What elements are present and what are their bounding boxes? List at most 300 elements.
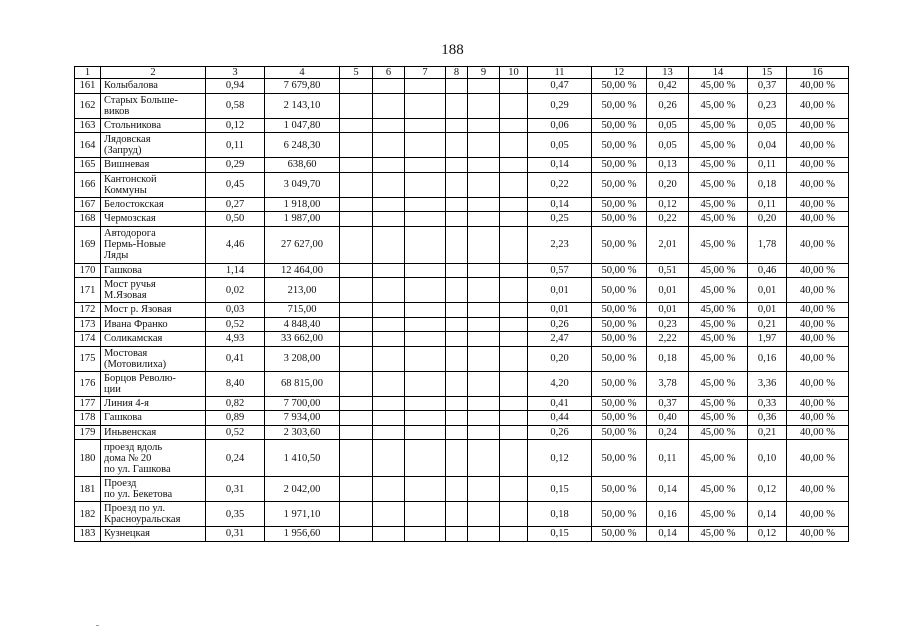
col3-cell: 1,14 bbox=[206, 263, 265, 278]
col4-cell: 1 410,50 bbox=[265, 440, 340, 477]
col3-cell: 0,52 bbox=[206, 317, 265, 332]
empty-cell-col10 bbox=[500, 440, 528, 477]
table-row bbox=[75, 425, 849, 440]
col15-cell: 3,36 bbox=[748, 371, 787, 396]
street-name-cell bbox=[101, 278, 206, 303]
col4-cell: 4 848,40 bbox=[265, 317, 340, 332]
header-cell: 11 bbox=[528, 67, 592, 79]
table-row bbox=[75, 371, 849, 396]
col3-cell: 0,82 bbox=[206, 396, 265, 411]
data-table bbox=[74, 66, 849, 542]
table-row bbox=[75, 278, 849, 303]
empty-cell-col6 bbox=[373, 477, 405, 502]
table-row bbox=[75, 172, 849, 197]
empty-cell-col5 bbox=[340, 396, 373, 411]
street-name-cell bbox=[101, 332, 206, 347]
col13-cell: 0,24 bbox=[647, 425, 689, 440]
empty-cell-col6 bbox=[373, 371, 405, 396]
col11-cell: 0,47 bbox=[528, 79, 592, 94]
street-name-cell bbox=[101, 371, 206, 396]
col11-cell: 0,25 bbox=[528, 212, 592, 227]
table-row bbox=[75, 133, 849, 158]
header-cell: 5 bbox=[340, 67, 373, 79]
col11-cell: 0,20 bbox=[528, 346, 592, 371]
street-name-cell bbox=[101, 212, 206, 227]
col12-cell: 50,00 % bbox=[592, 332, 647, 347]
col14-cell: 45,00 % bbox=[689, 317, 748, 332]
street-name-cell bbox=[101, 263, 206, 278]
empty-cell-col7 bbox=[405, 212, 446, 227]
empty-cell-col7 bbox=[405, 172, 446, 197]
street-name-line: (Запруд) bbox=[104, 145, 142, 156]
col15-cell: 1,97 bbox=[748, 332, 787, 347]
row-number-cell: 172 bbox=[75, 303, 101, 318]
col16-cell: 40,00 % bbox=[787, 303, 849, 318]
table-row bbox=[75, 527, 849, 542]
empty-cell-col10 bbox=[500, 371, 528, 396]
col16-cell: 40,00 % bbox=[787, 172, 849, 197]
col16-cell: 40,00 % bbox=[787, 133, 849, 158]
street-name-cell bbox=[101, 440, 206, 477]
table-row bbox=[75, 226, 849, 263]
col12-cell: 50,00 % bbox=[592, 371, 647, 396]
col4-cell: 715,00 bbox=[265, 303, 340, 318]
col14-cell: 45,00 % bbox=[689, 425, 748, 440]
header-cell: 6 bbox=[373, 67, 405, 79]
table-row bbox=[75, 317, 849, 332]
empty-cell-col6 bbox=[373, 527, 405, 542]
col14-cell: 45,00 % bbox=[689, 527, 748, 542]
col13-cell: 0,23 bbox=[647, 317, 689, 332]
street-name-line: проезд вдоль bbox=[104, 441, 163, 453]
row-number-cell: 169 bbox=[75, 226, 101, 263]
street-name-cell bbox=[101, 346, 206, 371]
empty-cell-col9 bbox=[468, 396, 500, 411]
street-name-cell bbox=[101, 317, 206, 332]
street-name-cell bbox=[101, 226, 206, 263]
empty-cell-col6 bbox=[373, 197, 405, 212]
col14-cell: 45,00 % bbox=[689, 278, 748, 303]
col12-cell: 50,00 % bbox=[592, 502, 647, 527]
street-name-cell bbox=[101, 425, 206, 440]
empty-cell-col7 bbox=[405, 197, 446, 212]
empty-cell-col7 bbox=[405, 278, 446, 303]
col14-cell: 45,00 % bbox=[689, 440, 748, 477]
col12-cell: 50,00 % bbox=[592, 346, 647, 371]
empty-cell-col8 bbox=[446, 371, 468, 396]
table-row bbox=[75, 477, 849, 502]
col14-cell: 45,00 % bbox=[689, 118, 748, 133]
street-name-line: Мост р. Язовая bbox=[104, 304, 172, 316]
row-number-cell: 183 bbox=[75, 527, 101, 542]
header-cell: 7 bbox=[405, 67, 446, 79]
street-name-line: Лядовская bbox=[104, 134, 151, 145]
empty-cell-col8 bbox=[446, 79, 468, 94]
table-row bbox=[75, 502, 849, 527]
row-number-cell: 181 bbox=[75, 477, 101, 502]
empty-cell-col8 bbox=[446, 197, 468, 212]
row-number-cell: 178 bbox=[75, 411, 101, 426]
street-name-line: Старых Больше- bbox=[104, 94, 178, 106]
empty-cell-col7 bbox=[405, 477, 446, 502]
col3-cell: 0,45 bbox=[206, 172, 265, 197]
street-name-line: Ивана Франко bbox=[104, 318, 168, 330]
street-name-line: М.Язовая bbox=[104, 290, 147, 301]
empty-cell-col9 bbox=[468, 226, 500, 263]
empty-cell-col5 bbox=[340, 226, 373, 263]
empty-cell-col6 bbox=[373, 118, 405, 133]
col4-cell: 27 627,00 bbox=[265, 226, 340, 263]
col16-cell: 40,00 % bbox=[787, 346, 849, 371]
empty-cell-col9 bbox=[468, 317, 500, 332]
col13-cell: 0,14 bbox=[647, 527, 689, 542]
empty-cell-col6 bbox=[373, 317, 405, 332]
row-number-cell: 171 bbox=[75, 278, 101, 303]
col3-cell: 0,35 bbox=[206, 502, 265, 527]
empty-cell-col9 bbox=[468, 332, 500, 347]
empty-cell-col8 bbox=[446, 411, 468, 426]
col3-cell: 0,11 bbox=[206, 133, 265, 158]
col3-cell: 0,50 bbox=[206, 212, 265, 227]
empty-cell-col10 bbox=[500, 79, 528, 94]
col11-cell: 0,01 bbox=[528, 303, 592, 318]
empty-cell-col8 bbox=[446, 396, 468, 411]
empty-cell-col8 bbox=[446, 477, 468, 502]
col11-cell: 0,05 bbox=[528, 133, 592, 158]
col3-cell: 4,93 bbox=[206, 332, 265, 347]
col15-cell: 0,11 bbox=[748, 197, 787, 212]
col4-cell: 1 971,10 bbox=[265, 502, 340, 527]
empty-cell-col6 bbox=[373, 332, 405, 347]
col13-cell: 0,16 bbox=[647, 502, 689, 527]
table-row bbox=[75, 303, 849, 318]
col13-cell: 0,42 bbox=[647, 79, 689, 94]
col13-cell: 0,05 bbox=[647, 118, 689, 133]
street-name-line: ции bbox=[104, 383, 121, 395]
table-row bbox=[75, 79, 849, 94]
col3-cell: 0,41 bbox=[206, 346, 265, 371]
col11-cell: 2,47 bbox=[528, 332, 592, 347]
empty-cell-col6 bbox=[373, 396, 405, 411]
col16-cell: 40,00 % bbox=[787, 79, 849, 94]
col14-cell: 45,00 % bbox=[689, 79, 748, 94]
col16-cell: 40,00 % bbox=[787, 477, 849, 502]
col4-cell: 213,00 bbox=[265, 278, 340, 303]
col3-cell: 0,94 bbox=[206, 79, 265, 94]
street-name-line: Борцов Револю- bbox=[104, 372, 176, 384]
col11-cell: 0,14 bbox=[528, 197, 592, 212]
col14-cell: 45,00 % bbox=[689, 346, 748, 371]
street-name-line: Колыбалова bbox=[104, 80, 158, 92]
col4-cell: 3 049,70 bbox=[265, 172, 340, 197]
col13-cell: 2,01 bbox=[647, 226, 689, 263]
col12-cell: 50,00 % bbox=[592, 118, 647, 133]
col4-cell: 1 047,80 bbox=[265, 118, 340, 133]
col15-cell: 0,10 bbox=[748, 440, 787, 477]
col13-cell: 3,78 bbox=[647, 371, 689, 396]
empty-cell-col7 bbox=[405, 411, 446, 426]
street-name-cell bbox=[101, 172, 206, 197]
empty-cell-col9 bbox=[468, 346, 500, 371]
row-number-cell: 173 bbox=[75, 317, 101, 332]
street-name-line: Ляды bbox=[104, 250, 129, 261]
street-name-line: Гашкова bbox=[104, 412, 142, 424]
col11-cell: 0,41 bbox=[528, 396, 592, 411]
empty-cell-col9 bbox=[468, 303, 500, 318]
empty-cell-col10 bbox=[500, 133, 528, 158]
col13-cell: 2,22 bbox=[647, 332, 689, 347]
street-name-cell bbox=[101, 93, 206, 118]
row-number-cell: 166 bbox=[75, 172, 101, 197]
row-number-cell: 161 bbox=[75, 79, 101, 94]
empty-cell-col10 bbox=[500, 93, 528, 118]
col11-cell: 0,15 bbox=[528, 477, 592, 502]
empty-cell-col6 bbox=[373, 411, 405, 426]
col4-cell: 1 987,00 bbox=[265, 212, 340, 227]
col11-cell: 0,15 bbox=[528, 527, 592, 542]
col3-cell: 0,27 bbox=[206, 197, 265, 212]
empty-cell-col9 bbox=[468, 425, 500, 440]
empty-cell-col10 bbox=[500, 396, 528, 411]
empty-cell-col10 bbox=[500, 212, 528, 227]
col15-cell: 0,16 bbox=[748, 346, 787, 371]
table-row bbox=[75, 411, 849, 426]
empty-cell-col5 bbox=[340, 158, 373, 173]
col15-cell: 0,04 bbox=[748, 133, 787, 158]
empty-cell-col10 bbox=[500, 502, 528, 527]
col11-cell: 0,57 bbox=[528, 263, 592, 278]
col4-cell: 2 303,60 bbox=[265, 425, 340, 440]
header-cell: 3 bbox=[206, 67, 265, 79]
table-row bbox=[75, 396, 849, 411]
header-cell: 14 bbox=[689, 67, 748, 79]
empty-cell-col8 bbox=[446, 172, 468, 197]
empty-cell-col10 bbox=[500, 527, 528, 542]
empty-cell-col7 bbox=[405, 425, 446, 440]
col11-cell: 0,26 bbox=[528, 425, 592, 440]
col4-cell: 1 956,60 bbox=[265, 527, 340, 542]
row-number-cell: 170 bbox=[75, 263, 101, 278]
row-number-cell: 179 bbox=[75, 425, 101, 440]
street-name-line: по ул. Бекетова bbox=[104, 489, 173, 500]
col13-cell: 0,26 bbox=[647, 93, 689, 118]
col16-cell: 40,00 % bbox=[787, 396, 849, 411]
street-name-cell bbox=[101, 197, 206, 212]
empty-cell-col5 bbox=[340, 278, 373, 303]
row-number-cell: 182 bbox=[75, 502, 101, 527]
col12-cell: 50,00 % bbox=[592, 278, 647, 303]
row-number-cell: 177 bbox=[75, 396, 101, 411]
empty-cell-col7 bbox=[405, 158, 446, 173]
table-row bbox=[75, 346, 849, 371]
header-cell: 9 bbox=[468, 67, 500, 79]
empty-cell-col7 bbox=[405, 226, 446, 263]
row-number-cell: 164 bbox=[75, 133, 101, 158]
empty-cell-col8 bbox=[446, 502, 468, 527]
page-number: 188 bbox=[441, 42, 464, 58]
empty-cell-col5 bbox=[340, 411, 373, 426]
empty-cell-col7 bbox=[405, 502, 446, 527]
empty-cell-col9 bbox=[468, 118, 500, 133]
col15-cell: 0,36 bbox=[748, 411, 787, 426]
header-cell: 8 bbox=[446, 67, 468, 79]
empty-cell-col6 bbox=[373, 278, 405, 303]
empty-cell-col8 bbox=[446, 212, 468, 227]
empty-cell-col5 bbox=[340, 212, 373, 227]
empty-cell-col6 bbox=[373, 212, 405, 227]
empty-cell-col6 bbox=[373, 133, 405, 158]
empty-cell-col10 bbox=[500, 197, 528, 212]
col3-cell: 0,31 bbox=[206, 527, 265, 542]
street-name-line: Иньвенская bbox=[104, 426, 157, 438]
empty-cell-col5 bbox=[340, 527, 373, 542]
col14-cell: 45,00 % bbox=[689, 371, 748, 396]
street-name-cell bbox=[101, 133, 206, 158]
empty-cell-col9 bbox=[468, 371, 500, 396]
col4-cell: 2 143,10 bbox=[265, 93, 340, 118]
col12-cell: 50,00 % bbox=[592, 133, 647, 158]
empty-cell-col6 bbox=[373, 346, 405, 371]
street-name-line: Гашкова bbox=[104, 264, 142, 276]
empty-cell-col8 bbox=[446, 158, 468, 173]
street-name-line: Чермозская bbox=[104, 213, 156, 225]
empty-cell-col6 bbox=[373, 303, 405, 318]
col12-cell: 50,00 % bbox=[592, 396, 647, 411]
row-number-cell: 162 bbox=[75, 93, 101, 118]
col4-cell: 33 662,00 bbox=[265, 332, 340, 347]
col16-cell: 40,00 % bbox=[787, 226, 849, 263]
empty-cell-col10 bbox=[500, 303, 528, 318]
empty-cell-col8 bbox=[446, 332, 468, 347]
street-name-line: Мостовая bbox=[104, 347, 148, 359]
empty-cell-col7 bbox=[405, 93, 446, 118]
empty-cell-col8 bbox=[446, 303, 468, 318]
header-cell: 13 bbox=[647, 67, 689, 79]
empty-cell-col8 bbox=[446, 118, 468, 133]
empty-cell-col8 bbox=[446, 263, 468, 278]
col4-cell: 7 679,80 bbox=[265, 79, 340, 94]
table-row bbox=[75, 197, 849, 212]
empty-cell-col10 bbox=[500, 226, 528, 263]
empty-cell-col9 bbox=[468, 502, 500, 527]
col4-cell: 7 934,00 bbox=[265, 411, 340, 426]
col3-cell: 0,12 bbox=[206, 118, 265, 133]
col3-cell: 0,52 bbox=[206, 425, 265, 440]
street-name-line: Проезд bbox=[104, 478, 137, 489]
col13-cell: 0,37 bbox=[647, 396, 689, 411]
empty-cell-col10 bbox=[500, 332, 528, 347]
col13-cell: 0,14 bbox=[647, 477, 689, 502]
col16-cell: 40,00 % bbox=[787, 278, 849, 303]
col4-cell: 1 918,00 bbox=[265, 197, 340, 212]
empty-cell-col7 bbox=[405, 346, 446, 371]
col15-cell: 0,12 bbox=[748, 477, 787, 502]
street-name-line: Белостокская bbox=[104, 198, 164, 210]
header-row bbox=[75, 67, 849, 79]
empty-cell-col6 bbox=[373, 79, 405, 94]
col3-cell: 0,03 bbox=[206, 303, 265, 318]
empty-cell-col7 bbox=[405, 371, 446, 396]
col4-cell: 2 042,00 bbox=[265, 477, 340, 502]
empty-cell-col10 bbox=[500, 158, 528, 173]
col16-cell: 40,00 % bbox=[787, 263, 849, 278]
col12-cell: 50,00 % bbox=[592, 317, 647, 332]
empty-cell-col8 bbox=[446, 317, 468, 332]
col11-cell: 0,29 bbox=[528, 93, 592, 118]
col15-cell: 0,33 bbox=[748, 396, 787, 411]
col15-cell: 0,21 bbox=[748, 317, 787, 332]
col13-cell: 0,13 bbox=[647, 158, 689, 173]
row-number-cell: 163 bbox=[75, 118, 101, 133]
col12-cell: 50,00 % bbox=[592, 226, 647, 263]
col11-cell: 2,23 bbox=[528, 226, 592, 263]
empty-cell-col10 bbox=[500, 118, 528, 133]
empty-cell-col7 bbox=[405, 118, 446, 133]
empty-cell-col8 bbox=[446, 440, 468, 477]
table-row bbox=[75, 212, 849, 227]
col12-cell: 50,00 % bbox=[592, 172, 647, 197]
col15-cell: 0,20 bbox=[748, 212, 787, 227]
col13-cell: 0,05 bbox=[647, 133, 689, 158]
empty-cell-col5 bbox=[340, 317, 373, 332]
col13-cell: 0,22 bbox=[647, 212, 689, 227]
col12-cell: 50,00 % bbox=[592, 425, 647, 440]
col15-cell: 0,12 bbox=[748, 527, 787, 542]
col14-cell: 45,00 % bbox=[689, 477, 748, 502]
col16-cell: 40,00 % bbox=[787, 371, 849, 396]
street-name-line: Вишневая bbox=[104, 159, 150, 171]
street-name-line: (Мотовилиха) bbox=[104, 358, 167, 370]
empty-cell-col6 bbox=[373, 263, 405, 278]
header-cell: 12 bbox=[592, 67, 647, 79]
col12-cell: 50,00 % bbox=[592, 93, 647, 118]
header-cell: 15 bbox=[748, 67, 787, 79]
empty-cell-col10 bbox=[500, 278, 528, 303]
col12-cell: 50,00 % bbox=[592, 158, 647, 173]
col3-cell: 0,89 bbox=[206, 411, 265, 426]
empty-cell-col9 bbox=[468, 133, 500, 158]
empty-cell-col6 bbox=[373, 158, 405, 173]
col13-cell: 0,51 bbox=[647, 263, 689, 278]
col12-cell: 50,00 % bbox=[592, 303, 647, 318]
col14-cell: 45,00 % bbox=[689, 263, 748, 278]
street-name-line: Мост ручья bbox=[104, 279, 156, 290]
col11-cell: 4,20 bbox=[528, 371, 592, 396]
empty-cell-col10 bbox=[500, 317, 528, 332]
col15-cell: 0,18 bbox=[748, 172, 787, 197]
street-name-cell bbox=[101, 477, 206, 502]
empty-cell-col9 bbox=[468, 172, 500, 197]
street-name-cell bbox=[101, 411, 206, 426]
col11-cell: 0,12 bbox=[528, 440, 592, 477]
empty-cell-col8 bbox=[446, 278, 468, 303]
row-number-cell: 168 bbox=[75, 212, 101, 227]
col16-cell: 40,00 % bbox=[787, 332, 849, 347]
empty-cell-col7 bbox=[405, 317, 446, 332]
empty-cell-col6 bbox=[373, 502, 405, 527]
col16-cell: 40,00 % bbox=[787, 317, 849, 332]
col16-cell: 40,00 % bbox=[787, 93, 849, 118]
col12-cell: 50,00 % bbox=[592, 79, 647, 94]
col14-cell: 45,00 % bbox=[689, 158, 748, 173]
table-row bbox=[75, 263, 849, 278]
col15-cell: 0,14 bbox=[748, 502, 787, 527]
empty-cell-col5 bbox=[340, 371, 373, 396]
empty-cell-col8 bbox=[446, 527, 468, 542]
street-name-line: Кантонской bbox=[104, 173, 157, 185]
col11-cell: 0,44 bbox=[528, 411, 592, 426]
col16-cell: 40,00 % bbox=[787, 527, 849, 542]
